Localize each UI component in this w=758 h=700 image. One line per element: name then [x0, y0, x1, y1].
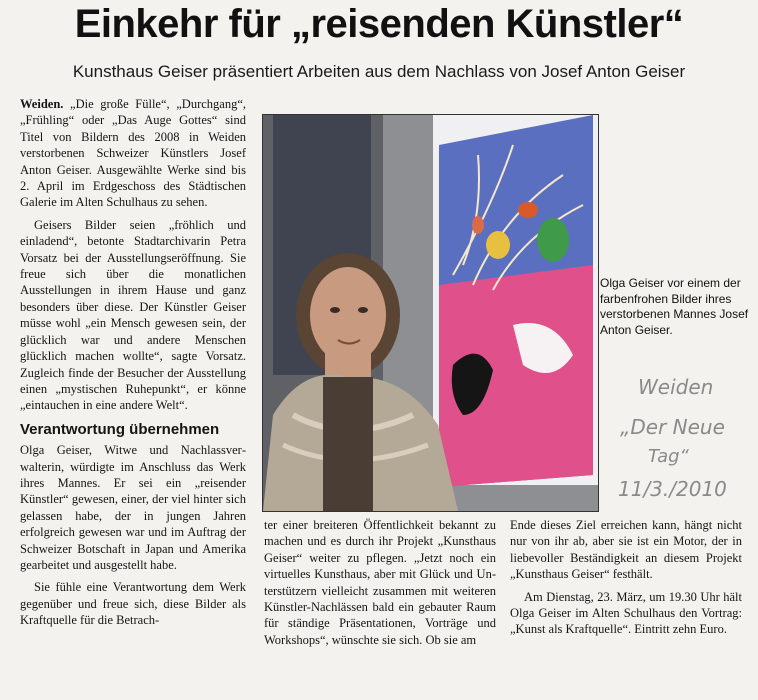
paragraph-4-start: Sie fühle eine Verantwortung dem Werk gegenüber und freue sich, diese Bilder als Kraftquelle für die Betrach-	[20, 580, 246, 628]
handwritten-line-4: 11/3./2010	[618, 477, 727, 501]
article-photo	[262, 114, 599, 512]
article-column-3	[510, 517, 742, 644]
article-subhead: Kunsthaus Geiser präsentiert Arbeiten aus dem Nachlass von Josef Anton Geiser	[72, 62, 686, 81]
paragraph-1	[20, 96, 246, 211]
paragraph-4-continued: ter einer breiteren Öffentlichkeit bekannt zu machen und es durch ihr Projekt „Kunsthaus Geiser“ weiter zu pflegen. „Jetzt noch ein virtuelles Kunsthaus, aber mit Glück und Unterstützern vielleicht zusammen mit weiteren Künstler-Nachlässen bald ein gebauter Raum für ständige Präsentationen, Vorträge und Workshops“, wünschte sie sich. Ob sie am	[264, 518, 496, 647]
handwritten-line-2: „Der Neue	[620, 415, 725, 439]
article-headline: Einkehr für „reisenden Künstler“	[74, 2, 684, 46]
paragraph-6: Am Dienstag, 23. März, um 19.30 Uhr hält Olga Geiser im Alten Schulhaus den Vortrag: „Kunst als Kraftquelle“. Eintritt zehn Euro.	[510, 589, 742, 637]
handwritten-line-1: Weiden	[638, 375, 714, 399]
dateline: Weiden.	[20, 97, 64, 111]
paragraph-3: Olga Geiser, Witwe und Nachlassverwalterin, würdigte im Anschluss das Werk ihres Mannes. Er sei ein „reisender Künstler“ gewesen, einer, der viel hinter sich gelassen habe, der in jungen Jahren erfolgreich gewesen war und im Auftrag der Schweizer Botschaft in Japan und Amerika gearbeitet und ausgestellt habe.	[20, 443, 246, 572]
section-heading: Verantwortung übernehmen	[20, 420, 220, 438]
paragraph-1-text: „Die große Fülle“, „Durchgang“, „Frühling“ oder „Das Auge Gottes“ sind Titel von Bildern des 2008 in Weiden verstorbenen Schweizer Künstlers Josef Anton Geiser. Ausgewählte Werke sind bis 2. April im Erdgeschoss des Städtischen Galerie im Alten Schulhaus zu sehen.	[20, 97, 247, 210]
photo-caption: Olga Geiser vor einem der farbenfrohen Bilder ihres verstorbenen Mannes Josef Anton Geiser.	[600, 276, 749, 337]
photo-illustration	[263, 115, 598, 511]
paragraph-5: Ende dieses Ziel erreichen kann, hängt nicht nur von ihr ab, aber sie ist ein Motor, der in liebevoller Beständigkeit an diesem Projekt „Kunsthaus Geiser“ festhält.	[510, 518, 742, 582]
article-column-2	[264, 517, 496, 654]
handwritten-note-svg	[612, 372, 752, 502]
handwritten-line-3: Tag“	[648, 446, 689, 467]
paragraph-2: Geisers Bilder seien „fröhlich und einladend“, betonte Stadtarchivarin Petra Vorsatz bei der Ausstellungseröffnung. Sie freue sich über die monatlichen Ausstellungen in ihrem Hause und ganz besonders über diese. Der Künstler Geiser müsse wohl „ein Mensch gewesen sein, der glücklich war und andere Menschen glücklich machen wollte“, sagte Vorsatz. Zugleich finde der Besucher der Ausstellung einen „mystischen Ruhepunkt“, er könne „eintauchen in eine andere Welt“.	[20, 217, 246, 413]
handwritten-note	[612, 372, 752, 502]
article-column-1	[20, 96, 246, 635]
